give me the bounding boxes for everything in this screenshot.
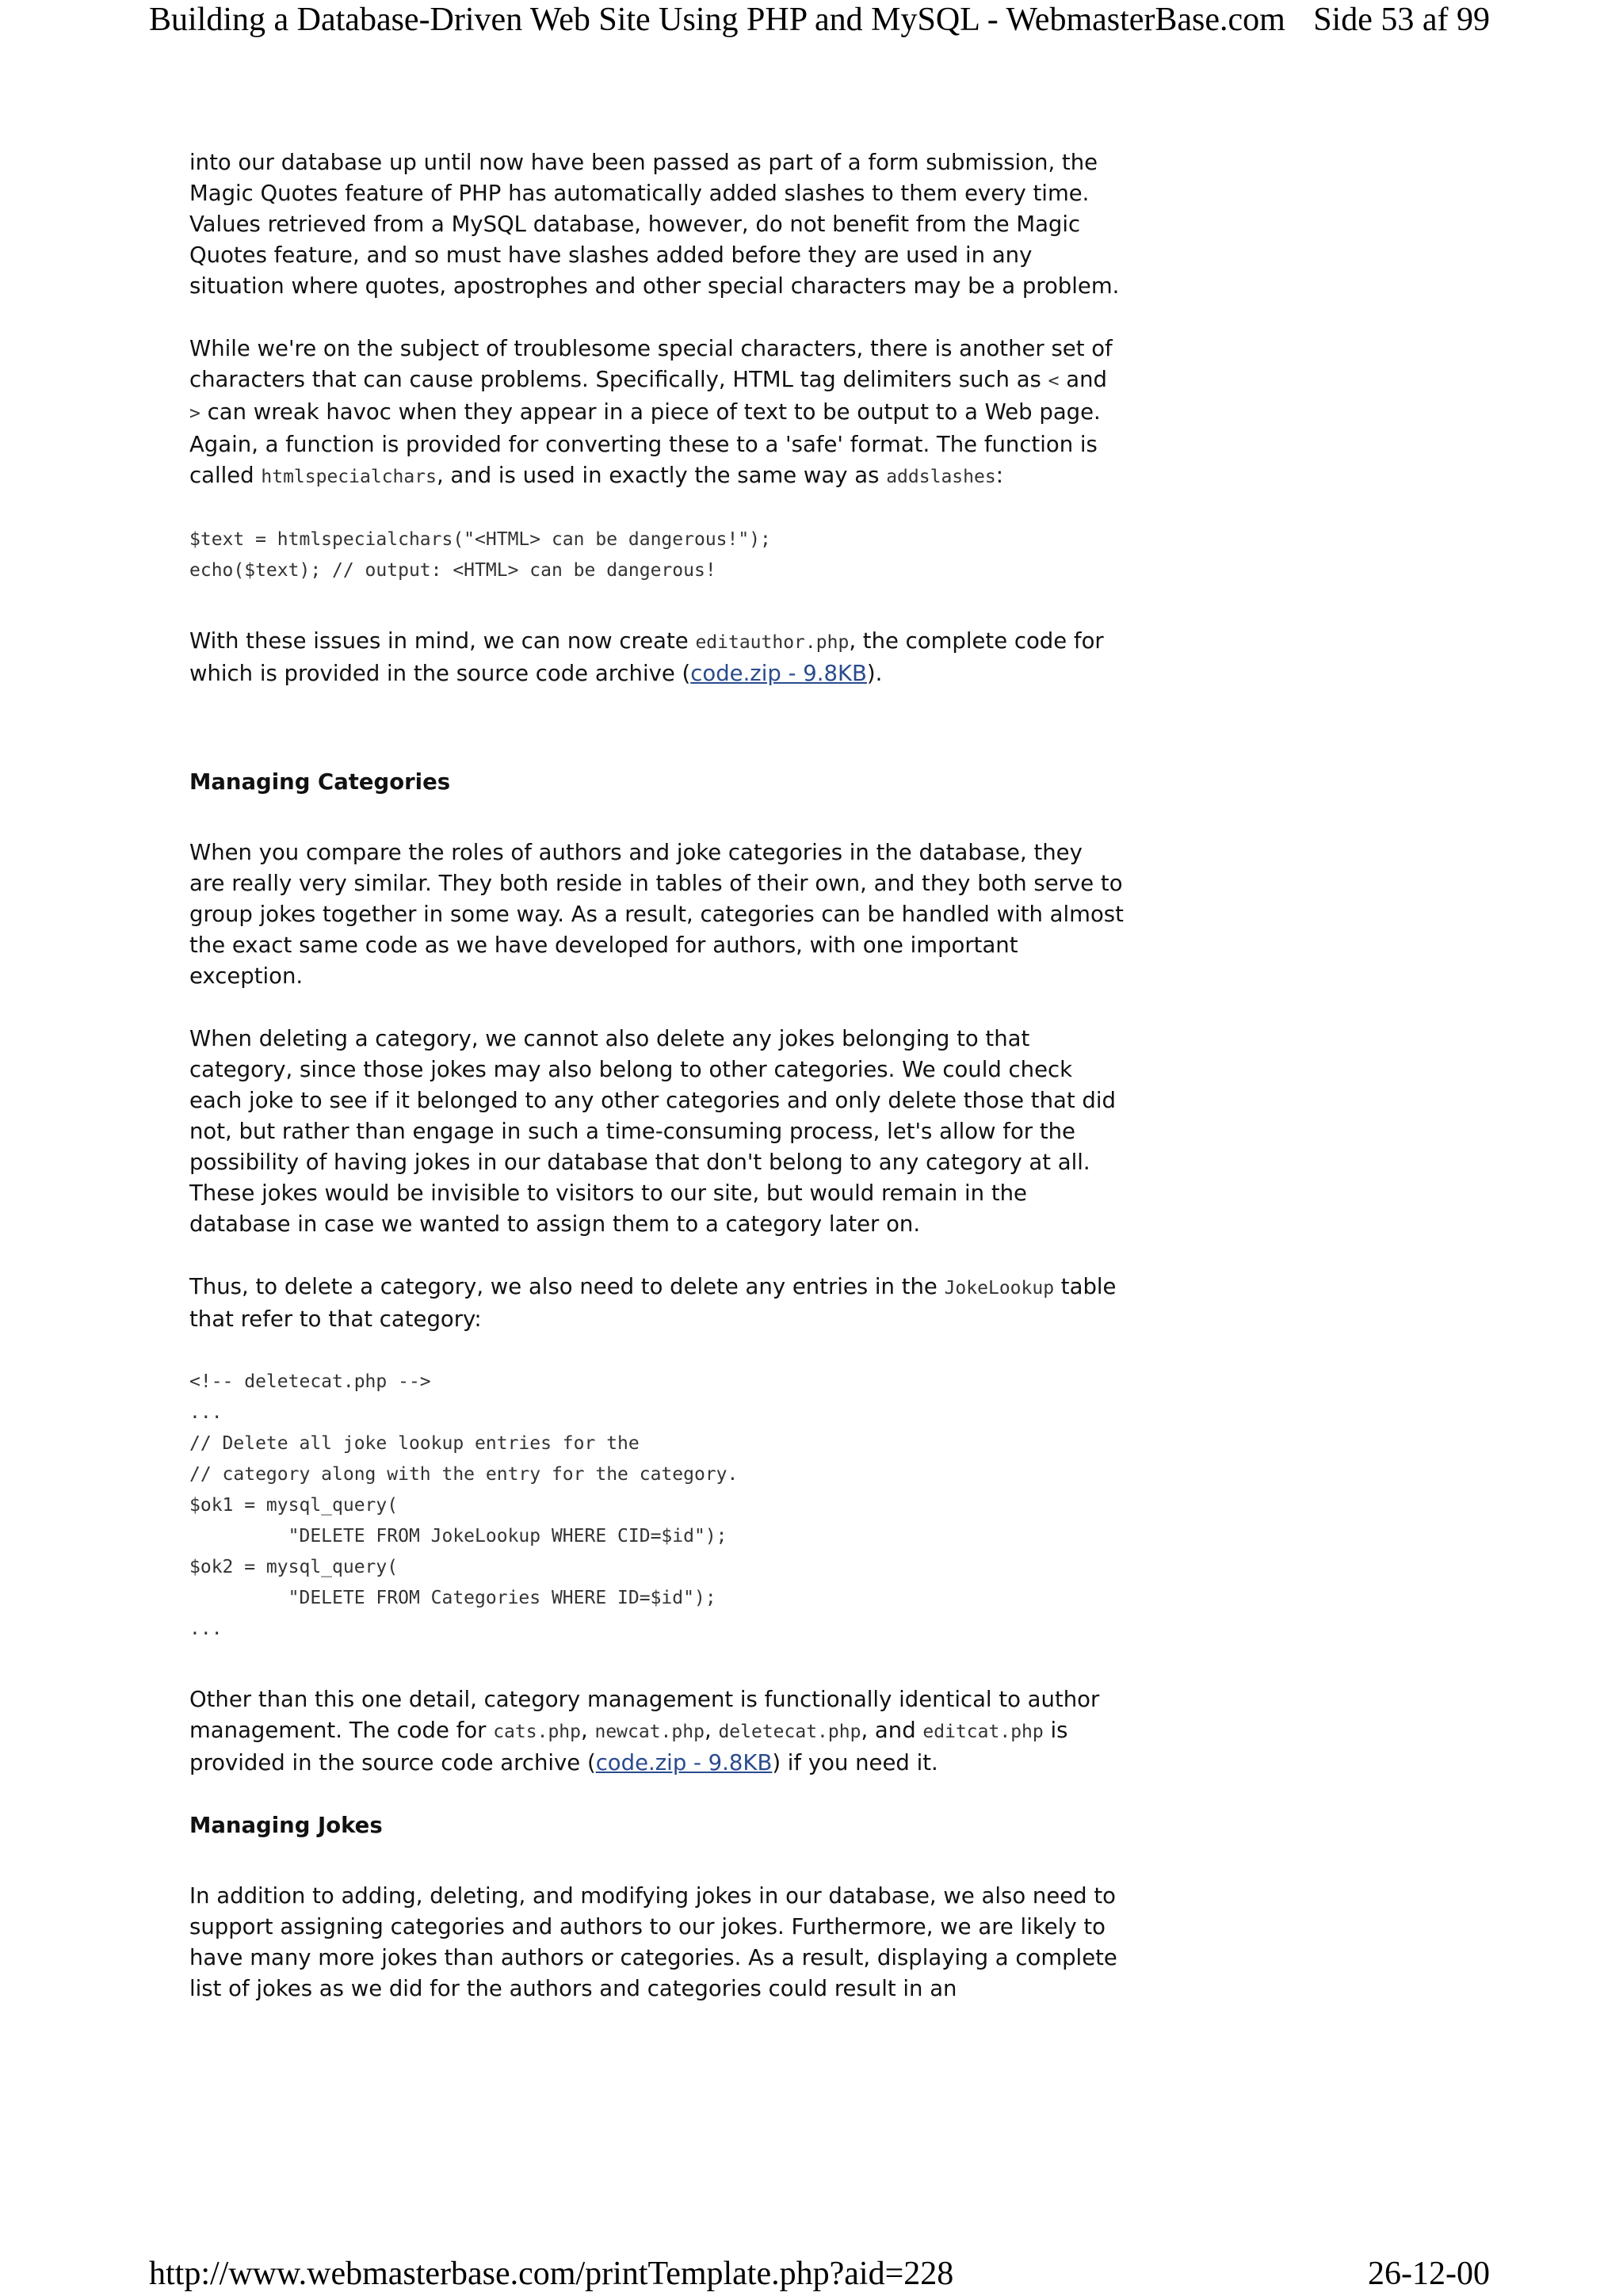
code-zip-link[interactable]: code.zip - 9.8KB [690, 661, 867, 686]
inline-code-addslashes: addslashes [886, 467, 996, 487]
header-title: Building a Database-Driven Web Site Using PHP and MySQL - WebmasterBase.com [149, 2, 1285, 38]
code-block-deletecat: <!-- deletecat.php --> ... // Delete all joke lookup entries for the // category along with the entry for the category. $ok1 = mysql_query( "DELETE FROM JokeLookup WHERE CID=$id"); $ok2 = mysql_query( "DELETE FROM Categories WHERE ID=$id"); ... [189, 1371, 739, 1639]
lt-symbol: < [1048, 371, 1060, 391]
paragraph-category-management: Other than this one detail, category management is functionally identical to author management. The code for cats.php, newcat.php, deletecat.php, and editcat.php is provided in the source code archive (code.zip - 9.8KB) if you need it. [189, 1687, 1100, 1775]
gt-symbol: > [189, 403, 200, 424]
page-footer [149, 2255, 1490, 2294]
inline-code-newcat: newcat.php [594, 1722, 705, 1742]
paragraph-managing-jokes: In addition to adding, deleting, and modifying jokes in our database, we also need to support assigning categories and authors to our jokes. Furthermore, we are likely to have many more jokes than authors or categories. As a result, displaying a complete list of jokes as we did for the authors and categories could result in an [189, 1883, 1117, 2001]
heading-managing-categories: Managing Categories [189, 769, 451, 795]
footer-url: http://www.webmasterbase.com/printTemplate.php?aid=228 [149, 2256, 954, 2292]
inline-code-deletecat: deletecat.php [718, 1722, 861, 1742]
paragraph-delete-entries: Thus, to delete a category, we also need to delete any entries in the JokeLookup table that refer to that category: [189, 1274, 1117, 1332]
footer-date: 26-12-00 [1368, 2256, 1490, 2292]
inline-code-jokelookup: JokeLookup [944, 1278, 1055, 1299]
code-zip-link-2[interactable]: code.zip - 9.8KB [595, 1750, 773, 1775]
inline-code-htmlspecialchars: htmlspecialchars [261, 467, 437, 487]
code-block-htmlspecialchars: $text = htmlspecialchars("<HTML> can be dangerous!"); echo($text); // output: <HTML> can be dangerous! [189, 529, 771, 581]
page-header [149, 0, 1490, 41]
inline-code-editauthor: editauthor.php [695, 632, 850, 653]
article-body [189, 147, 1125, 2044]
inline-code-cats: cats.php [493, 1722, 581, 1742]
header-page-number: Side 53 af 99 [1313, 2, 1490, 38]
paragraph-magic-quotes: into our database up until now have been passed as part of a form submission, the Magic Quotes feature of PHP has automatically added slashes to them every time. Values retrieved from a MySQL database, however, do not benefit from the Magic Quotes feature, and so must have slashes added before they are used in any situation where quotes, apostrophes and other special characters may be a problem. [189, 150, 1120, 299]
paragraph-editauthor: With these issues in mind, we can now create editauthor.php, the complete code for which is provided in the source code archive (code.zip - 9.8KB). [189, 628, 1104, 686]
inline-code-editcat: editcat.php [922, 1722, 1044, 1742]
heading-managing-jokes: Managing Jokes [189, 1813, 383, 1838]
paragraph-special-chars: While we're on the subject of troublesome special characters, there is another set of characters that can cause problems. Specifically, HTML tag delimiters such as < and > can wreak havoc when they appear in a piece of text to be output to a Web page. Again, a function is provided for converting these to a 'safe' format. The function is called htmlspecialchars, and is used in exactly the same way as addslashes: [189, 336, 1113, 488]
paragraph-roles: When you compare the roles of authors and joke categories in the database, they are really very similar. They both reside in tables of their own, and they both serve to group jokes together in some way. As a result, categories can be handled with almost the exact same code as we have developed for authors, with one important exception. [189, 840, 1124, 989]
paragraph-deleting-category: When deleting a category, we cannot also delete any jokes belonging to that category, since those jokes may also belong to other categories. We could check each joke to see if it belonged to any other categories and only delete those that did not, but rather than engage in such a time-consuming process, let's allow for the possibility of having jokes in our database that don't belong to any category at all. These jokes would be invisible to visitors to our site, but would remain in the database in case we wanted to assign them to a category later on. [189, 1026, 1116, 1237]
